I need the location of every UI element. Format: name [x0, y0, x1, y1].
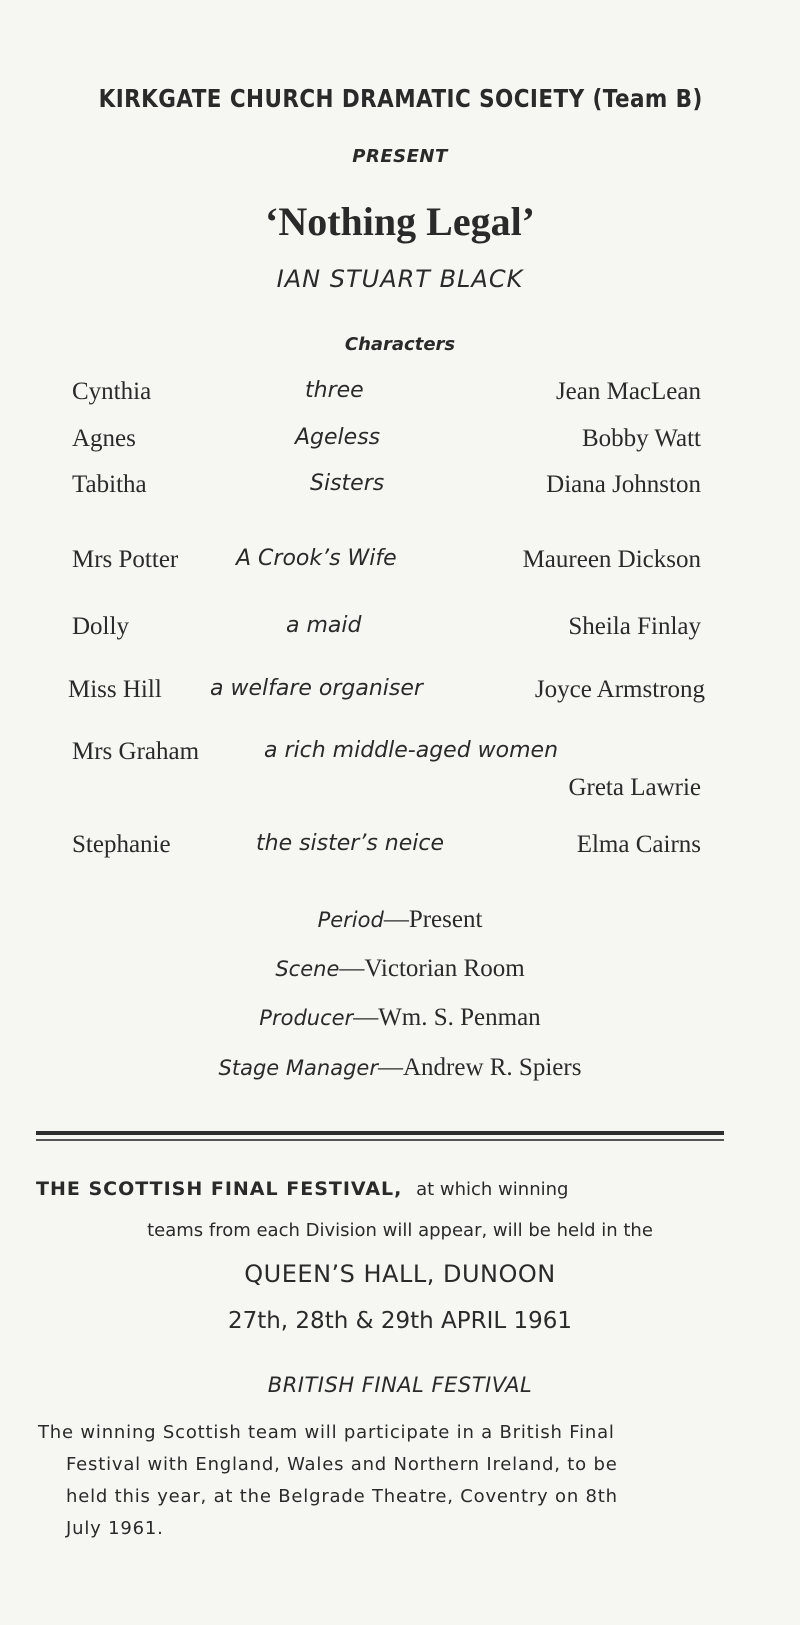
character-name: Tabitha: [72, 471, 147, 498]
character-description: a welfare organiser: [210, 676, 423, 701]
character-name: Agnes: [72, 425, 136, 452]
divider-rule-thin: [36, 1139, 724, 1141]
festival-line-1: [36, 1178, 736, 1200]
character-name: Cynthia: [72, 378, 152, 405]
cast-row: [0, 613, 800, 649]
society-heading: KIRKGATE CHURCH DRAMATIC SOCIETY (Team B): [98, 84, 703, 113]
character-description: three: [305, 378, 364, 403]
british-heading: BRITISH FINAL FESTIVAL: [267, 1373, 533, 1397]
character-name: Dolly: [72, 613, 129, 640]
cast-row: [0, 546, 800, 582]
credit-value: Wm. S. Penman: [378, 1004, 541, 1031]
actor-name: Joyce Armstrong: [534, 676, 705, 703]
credit-label: Scene: [275, 957, 340, 981]
play-title: ‘Nothing Legal’: [265, 199, 535, 244]
cast-row: [0, 738, 800, 801]
character-name: Mrs Graham: [72, 738, 200, 765]
festival-venue: QUEEN’S HALL, DUNOON: [244, 1260, 556, 1288]
play-author: IAN STUART BLACK: [276, 265, 524, 293]
festival-dates: 27th, 28th & 29th APRIL 1961: [227, 1308, 573, 1334]
credit-value: Present: [408, 906, 483, 933]
character-name: Mrs Potter: [72, 546, 179, 573]
character-name: Miss Hill: [68, 676, 162, 703]
character-name: Stephanie: [72, 831, 171, 858]
actor-name: Sheila Finlay: [568, 613, 701, 640]
character-description: A Crook’s Wife: [236, 546, 397, 571]
british-line: held this year, at the Belgrade Theatre, Coventry on 8th: [66, 1486, 618, 1507]
credit-label: Period: [317, 908, 384, 932]
credit-producer: Producer—Wm. S. Penman: [259, 1004, 541, 1031]
actor-name: Greta Lawrie: [568, 774, 701, 801]
credit-scene: Scene—Victorian Room: [275, 955, 525, 982]
british-line: The winning Scottish team will participate in a British Final: [38, 1422, 615, 1443]
cast-row: [0, 378, 800, 414]
cast-row: [0, 676, 800, 712]
character-description: Ageless: [295, 425, 381, 450]
actor-name: Diana Johnston: [546, 471, 701, 498]
credit-label: Stage Manager: [218, 1056, 378, 1080]
festival-heading: THE SCOTTISH FINAL FESTIVAL,: [36, 1178, 403, 1200]
cast-row: [0, 471, 800, 507]
actor-name: Elma Cairns: [576, 831, 701, 858]
cast-row: [0, 831, 800, 867]
actor-name: Bobby Watt: [581, 425, 701, 452]
characters-heading: Characters: [344, 334, 456, 355]
divider-rule: [36, 1131, 724, 1135]
credit-value: Victorian Room: [364, 955, 525, 982]
credit-stage-manager: Stage Manager—Andrew R. Spiers: [218, 1054, 582, 1081]
character-description: a maid: [286, 613, 362, 638]
actor-name: Jean MacLean: [555, 378, 701, 405]
credit-label: Producer: [259, 1006, 354, 1030]
character-description: a rich middle-aged women: [264, 738, 559, 763]
british-line: July 1961.: [66, 1518, 164, 1539]
festival-line-2: teams from each Division will appear, will be held in the: [147, 1220, 653, 1241]
credit-period: Period—Present: [317, 906, 483, 933]
festival-line-1-rest: at which winning: [416, 1179, 569, 1200]
cast-row: [0, 425, 800, 461]
british-line: Festival with England, Wales and Northern Ireland, to be: [66, 1454, 618, 1475]
actor-name: Maureen Dickson: [522, 546, 701, 573]
character-description: the sister’s neice: [256, 831, 445, 856]
credit-value: Andrew R. Spiers: [402, 1054, 582, 1081]
present-label: PRESENT: [352, 146, 448, 167]
character-description: Sisters: [310, 471, 385, 496]
